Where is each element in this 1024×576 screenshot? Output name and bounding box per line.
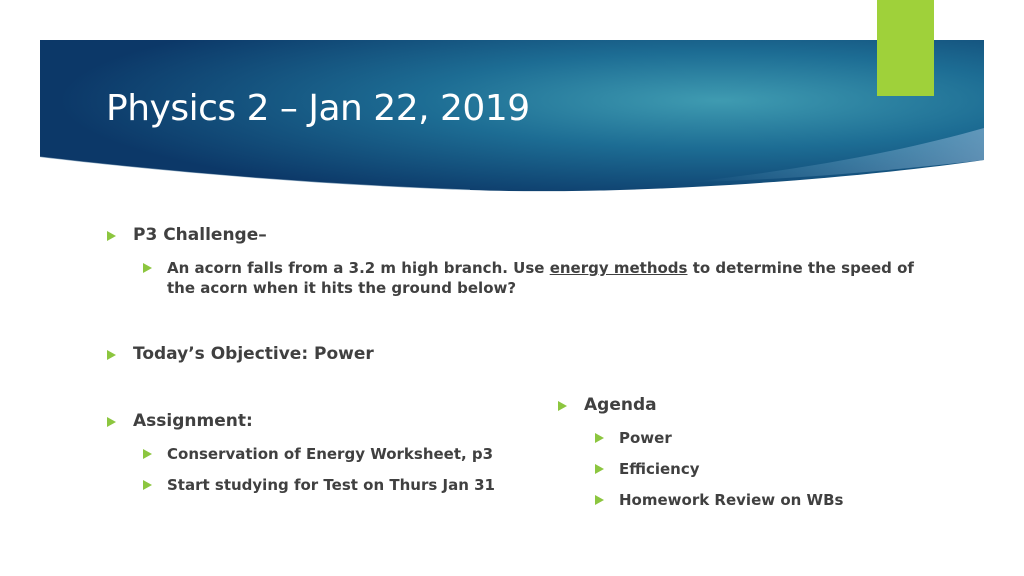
bullet-arrow-icon — [595, 464, 604, 474]
bullet-arrow-icon — [107, 231, 116, 241]
challenge-text-after: to determine the speed of the acorn when it hits the ground below? — [167, 259, 914, 297]
agenda-item-text: Efficiency — [619, 460, 700, 478]
energy-methods-text: energy methods — [549, 259, 688, 277]
challenge-text — [167, 258, 943, 298]
agenda-heading: Agenda — [584, 395, 657, 415]
assignment-item — [143, 475, 495, 495]
assignment-item-text: Conservation of Energy Worksheet, p3 — [167, 445, 494, 463]
assignment-heading: Assignment: — [133, 411, 253, 431]
bullet-arrow-icon — [143, 263, 152, 273]
agenda-item-text: Power — [619, 429, 672, 447]
assignment-item-text: Start studying for Test on Thurs Jan 31 — [167, 476, 495, 494]
challenge-question — [143, 258, 943, 298]
slide-title: Physics 2 – Jan 22, 2019 — [106, 88, 530, 129]
bullet-arrow-icon — [143, 449, 152, 459]
objective-bullet — [107, 344, 374, 364]
agenda-item — [595, 490, 843, 510]
assignment-bullet — [107, 411, 253, 431]
challenge-bullet — [107, 225, 267, 245]
challenge-heading: P3 Challenge– — [133, 225, 267, 245]
agenda-item — [595, 428, 672, 448]
accent-tab — [877, 0, 934, 96]
challenge-text-before: An acorn falls from a 3.2 m high branch. Use — [167, 259, 545, 277]
bullet-arrow-icon — [595, 495, 604, 505]
bullet-arrow-icon — [558, 401, 567, 411]
bullet-arrow-icon — [595, 433, 604, 443]
agenda-item — [595, 459, 700, 479]
bullet-arrow-icon — [107, 417, 116, 427]
bullet-arrow-icon — [143, 480, 152, 490]
assignment-item — [143, 444, 493, 464]
agenda-bullet — [558, 395, 657, 415]
objective-text: Today’s Objective: Power — [133, 344, 374, 364]
agenda-item-text: Homework Review on WBs — [619, 491, 844, 509]
bullet-arrow-icon — [107, 350, 116, 360]
